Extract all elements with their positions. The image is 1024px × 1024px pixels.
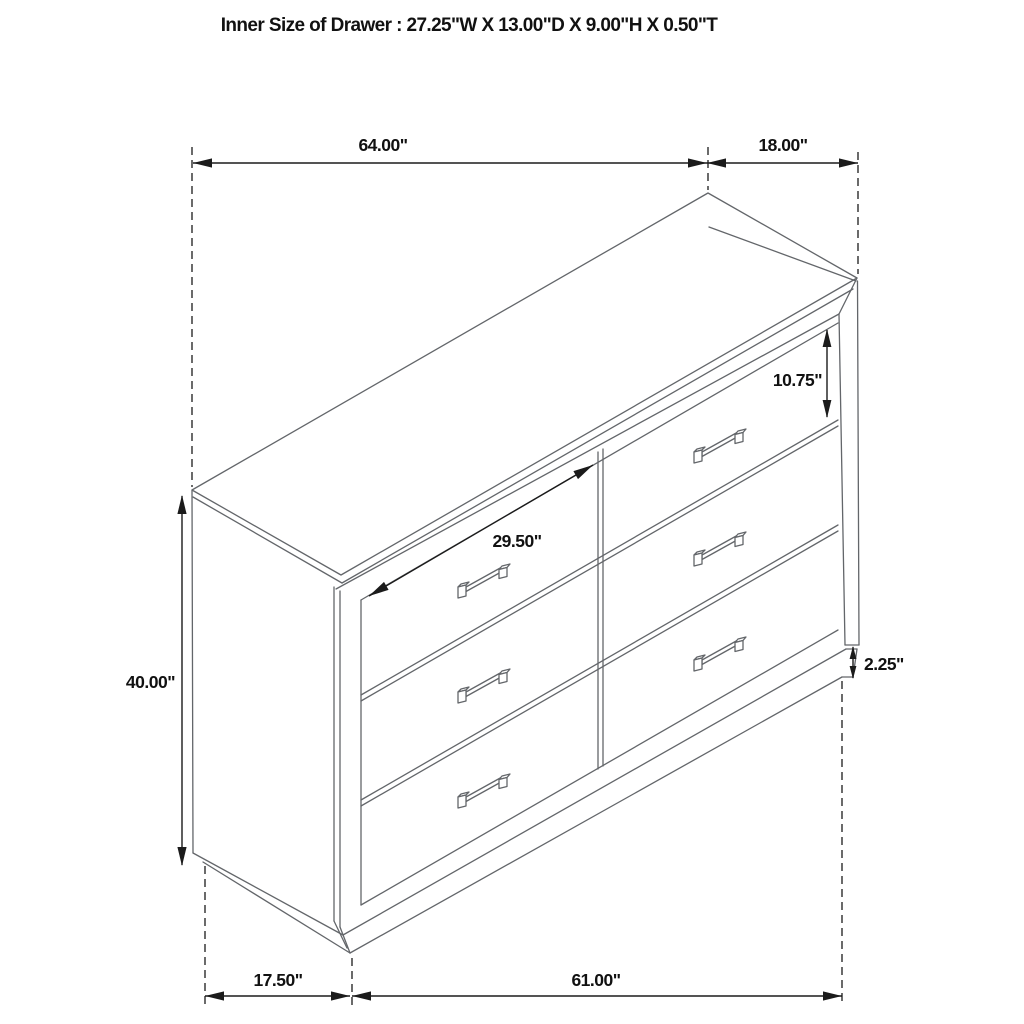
arrowhead [177, 847, 186, 866]
arrowhead [850, 646, 857, 659]
handle-right-drawer1 [694, 429, 746, 463]
arrowhead [823, 400, 832, 418]
drawer-row3-bottom-edge [361, 630, 838, 905]
dim-overall-height-label: 40.00" [125, 672, 175, 692]
dim-base-depth-label: 17.50" [253, 970, 303, 990]
arrowhead [573, 465, 593, 479]
arrowhead [823, 991, 842, 1000]
base-front-bottom-edge [350, 677, 842, 953]
arrowhead [839, 158, 858, 167]
dim-drawer-height-label: 10.75" [772, 370, 822, 390]
handle-right-drawer2 [694, 532, 746, 566]
arrowhead [688, 158, 707, 167]
arrowhead [707, 158, 726, 167]
side-panel-bottom-edge [193, 853, 343, 935]
dim-top-width-label: 64.00" [358, 135, 408, 155]
base-left-bottom-edge [203, 862, 350, 953]
drawer-separator2-lower [361, 531, 838, 806]
handle-left-drawer1 [458, 564, 510, 598]
handle-right-drawer3 [694, 637, 746, 671]
side-panel-back-edge [192, 490, 193, 853]
dim-drawer-width-label: 29.50" [492, 531, 542, 551]
diagram-title: Inner Size of Drawer : 27.25"W X 13.00"D X 9.00"H X 0.50"T [220, 15, 718, 36]
front-corner-bevel-inner [340, 927, 350, 953]
arrowhead [352, 991, 371, 1000]
dim-base-width-label: 61.00" [571, 970, 621, 990]
handle-left-drawer2 [458, 669, 510, 703]
carcass-front-right-edge [839, 314, 845, 645]
arrowhead [205, 991, 224, 1000]
dim-base-height-label: 2.25" [864, 654, 904, 674]
base-front-top-edge [343, 649, 846, 935]
right-side-back-edge [858, 281, 860, 645]
arrowhead [193, 158, 212, 167]
handle-left-drawer3 [458, 774, 510, 808]
arrowhead [369, 582, 389, 596]
arrowhead [331, 991, 350, 1000]
arrowhead [177, 495, 186, 514]
dresser-line-art [192, 193, 859, 953]
dim-top-depth-label: 18.00" [758, 135, 808, 155]
drawer-separator2-upper [361, 525, 838, 800]
dresser-top-face [192, 193, 857, 575]
